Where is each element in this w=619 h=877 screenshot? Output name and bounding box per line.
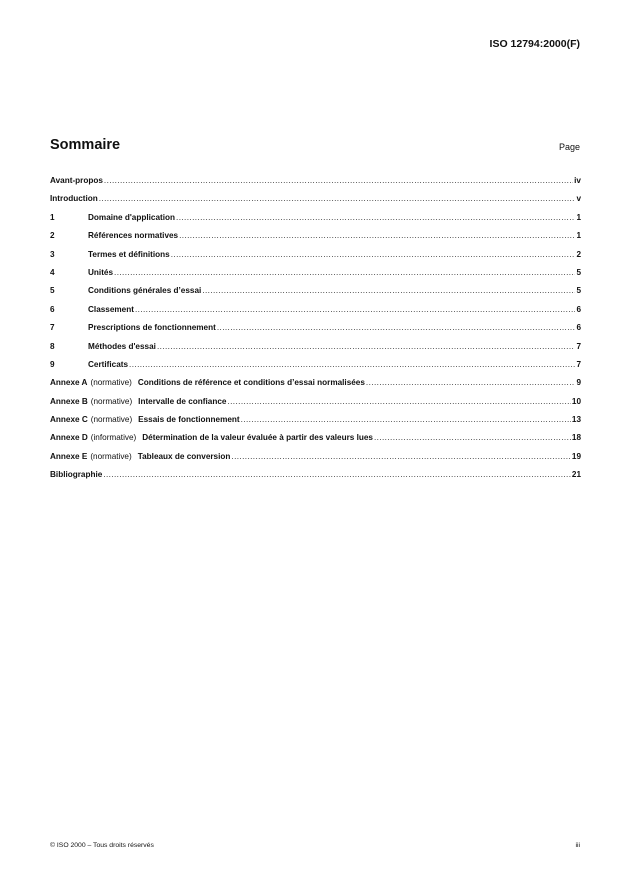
page-title: Sommaire bbox=[50, 137, 121, 153]
annex-type: (normative) bbox=[90, 451, 132, 461]
toc-entry-page: 18 bbox=[571, 433, 581, 443]
dot-leader bbox=[129, 360, 575, 370]
dot-leader bbox=[176, 213, 575, 223]
toc-entry-page: 5 bbox=[576, 286, 581, 296]
toc-entry-section-2[interactable] bbox=[50, 231, 581, 249]
toc-entry-label: Domaine d'application bbox=[88, 212, 176, 222]
toc-entry-page: 10 bbox=[571, 396, 581, 406]
toc-entry-number: 7 bbox=[50, 323, 55, 333]
toc-entry-number: 8 bbox=[50, 341, 55, 351]
toc-entry-label: Intervalle de confiance bbox=[138, 396, 227, 406]
annex-type: (normative) bbox=[90, 396, 133, 406]
toc-entry-annex-e[interactable] bbox=[50, 452, 581, 470]
toc-entry-page: 13 bbox=[571, 415, 581, 425]
toc-entry-section-7[interactable] bbox=[50, 323, 581, 341]
toc-entry-page: 2 bbox=[576, 249, 581, 259]
toc-entry-section-9[interactable] bbox=[50, 360, 581, 378]
dot-leader bbox=[104, 176, 573, 186]
toc-entry-page: 1 bbox=[576, 212, 581, 222]
toc-entry-page: 9 bbox=[576, 378, 581, 388]
annex-type: (normative) bbox=[90, 378, 132, 388]
dot-leader bbox=[366, 378, 576, 388]
toc-entry-label: Tableaux de conversion bbox=[137, 451, 231, 461]
toc-entry-number: 5 bbox=[50, 286, 55, 296]
toc-entry-label: Conditions générales d’essai bbox=[88, 286, 202, 296]
toc-entry-label: Détermination de la valeur évaluée à partir des valeurs lues bbox=[142, 433, 373, 443]
toc-entry-page: 21 bbox=[571, 470, 581, 480]
toc-entry-annex-d[interactable] bbox=[50, 433, 581, 451]
annex-prefix: Annexe B bbox=[50, 396, 88, 406]
dot-leader bbox=[99, 194, 576, 204]
dot-leader bbox=[171, 250, 576, 260]
toc-entry-number: 4 bbox=[50, 267, 55, 277]
dot-leader bbox=[231, 452, 571, 462]
toc-entry-annex-c[interactable] bbox=[50, 415, 581, 433]
dot-leader bbox=[179, 231, 575, 241]
toc-entry-label: Classement bbox=[88, 304, 134, 314]
toc-entry-label: Bibliographie bbox=[50, 470, 103, 480]
page-column-label: Page bbox=[558, 142, 580, 152]
dot-leader bbox=[217, 323, 576, 333]
toc-entry-label: Essais de fonctionnement bbox=[138, 415, 240, 425]
toc-entry-number: 6 bbox=[50, 304, 55, 314]
toc-entry-label: Références normatives bbox=[88, 231, 179, 241]
toc-entry-number: 3 bbox=[50, 249, 55, 259]
toc-entry-section-5[interactable] bbox=[50, 286, 581, 304]
toc-entry-avant-propos[interactable] bbox=[50, 176, 581, 194]
dot-leader bbox=[227, 397, 570, 407]
toc-entry-page: 7 bbox=[576, 359, 581, 369]
toc-entry-label: Termes et définitions bbox=[88, 249, 170, 259]
toc-entry-annex-a[interactable] bbox=[50, 378, 581, 396]
toc-entry-page: 7 bbox=[576, 341, 581, 351]
toc-entry-label: Introduction bbox=[50, 194, 98, 204]
toc-entry-section-6[interactable] bbox=[50, 305, 581, 323]
toc-entry-section-8[interactable] bbox=[50, 342, 581, 360]
annex-prefix: Annexe C bbox=[50, 415, 88, 425]
toc-entry-section-3[interactable] bbox=[50, 250, 581, 268]
toc-entry-number: 1 bbox=[50, 212, 55, 222]
footer-copyright: © ISO 2000 – Tous droits réservés bbox=[50, 842, 154, 849]
toc-entry-introduction[interactable] bbox=[50, 194, 581, 212]
annex-prefix: Annexe A bbox=[50, 378, 88, 388]
toc-entry-page: 5 bbox=[576, 267, 581, 277]
dot-leader bbox=[157, 342, 576, 352]
toc-entry-number: 9 bbox=[50, 359, 55, 369]
toc-entry-page: 1 bbox=[576, 231, 581, 241]
toc-entry-page: 19 bbox=[571, 451, 581, 461]
dot-leader bbox=[135, 305, 575, 315]
document-id: ISO 12794:2000(F) bbox=[489, 38, 580, 50]
annex-type: (normative) bbox=[90, 415, 133, 425]
annex-prefix: Annexe E bbox=[50, 451, 88, 461]
dot-leader bbox=[114, 268, 575, 278]
toc-entry-label: Prescriptions de fonctionnement bbox=[88, 323, 216, 333]
toc-entry-page: 6 bbox=[576, 323, 581, 333]
dot-leader bbox=[103, 470, 571, 480]
annex-prefix: Annexe D bbox=[50, 433, 88, 443]
toc-entry-annex-b[interactable] bbox=[50, 397, 581, 415]
annex-type: (informative) bbox=[90, 433, 137, 443]
dot-leader bbox=[374, 433, 571, 443]
toc-entry-number: 2 bbox=[50, 231, 55, 241]
toc-entry-label: Conditions de référence et conditions d’essai normalisées bbox=[137, 378, 365, 388]
toc-entry-section-1[interactable] bbox=[50, 213, 581, 231]
dot-leader bbox=[202, 286, 575, 296]
toc-entry-page: 6 bbox=[576, 304, 581, 314]
dot-leader bbox=[241, 415, 571, 425]
toc-entry-label: Méthodes d'essai bbox=[88, 341, 156, 351]
toc-entry-label: Certificats bbox=[88, 359, 129, 369]
toc-entry-page: iv bbox=[574, 176, 581, 185]
toc-entry-label: Avant-propos bbox=[50, 176, 103, 185]
toc-entry-page: v bbox=[576, 194, 581, 204]
toc-entry-bibliographie[interactable] bbox=[50, 470, 581, 488]
toc-entry-label: Unités bbox=[88, 267, 114, 277]
footer-page-number: iii bbox=[575, 842, 580, 849]
toc-entry-section-4[interactable] bbox=[50, 268, 581, 286]
table-of-contents bbox=[50, 176, 581, 489]
